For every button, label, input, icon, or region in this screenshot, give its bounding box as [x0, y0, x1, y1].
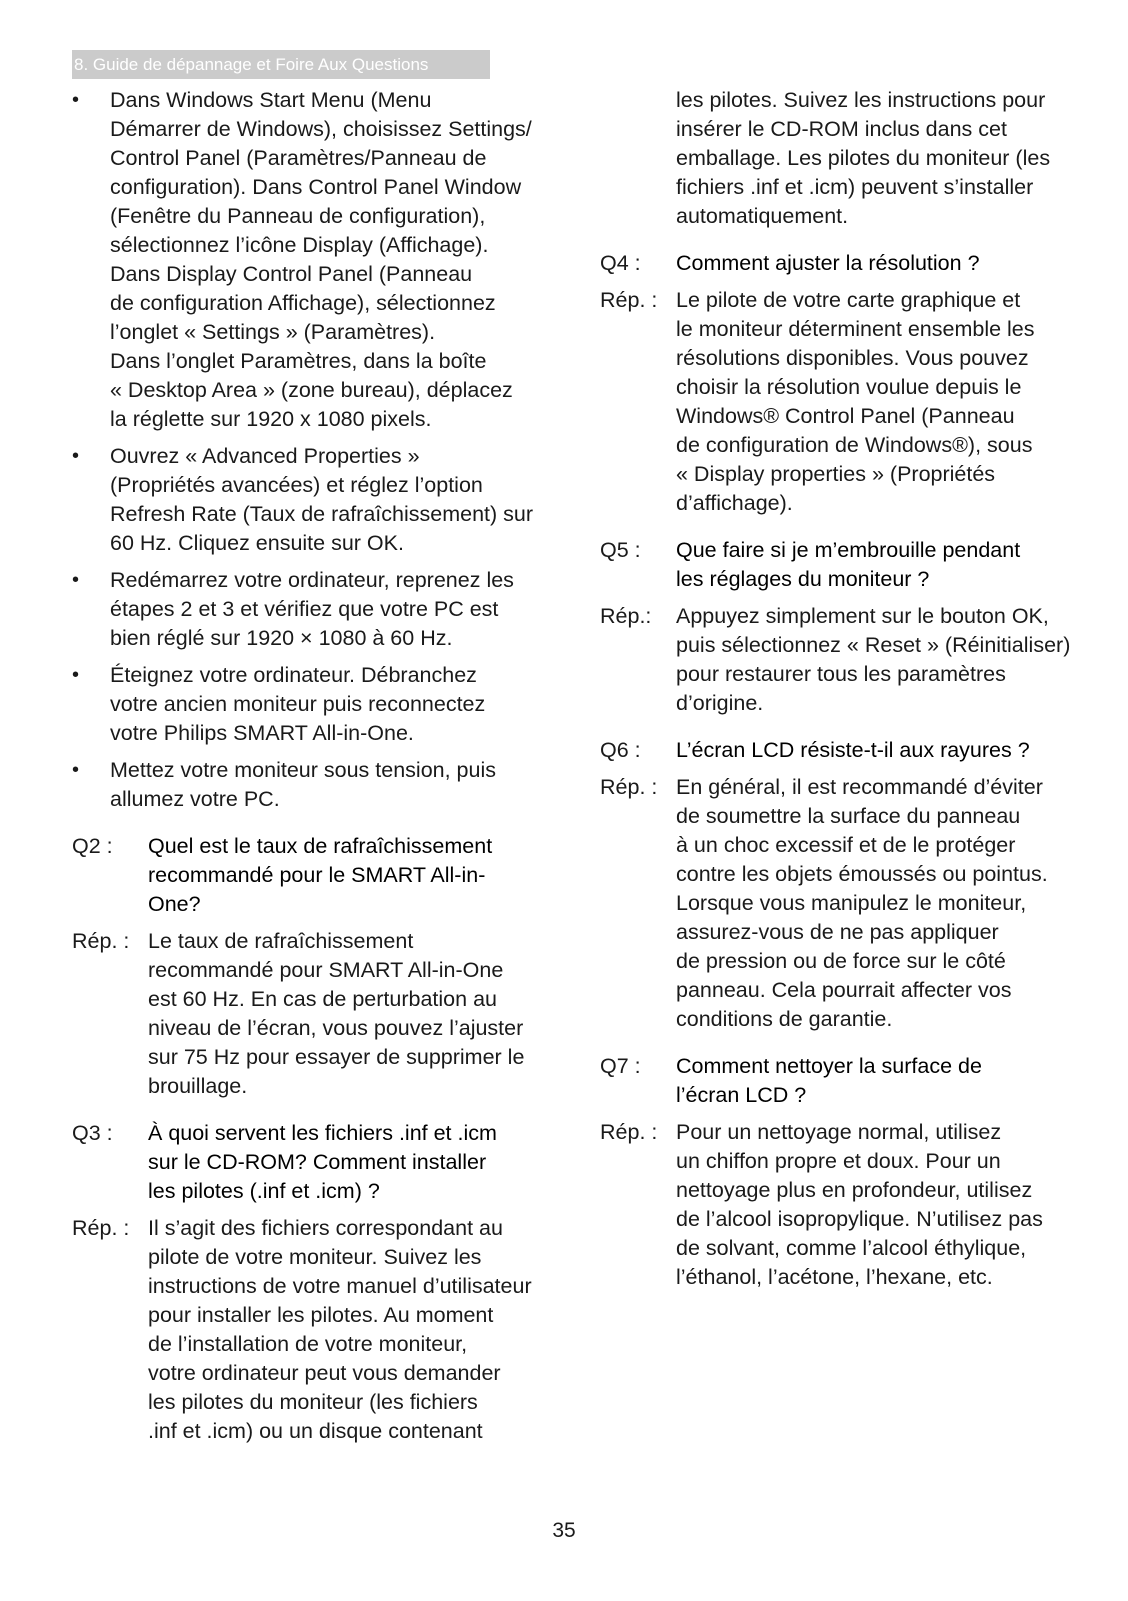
text-line: L’écran LCD résiste-t-il aux rayures ? — [676, 738, 1030, 762]
text-line: Comment nettoyer la surface de — [676, 1054, 982, 1078]
text-line: configuration). Dans Control Panel Window — [110, 175, 522, 199]
question-text — [676, 536, 1070, 594]
answer-label: Rép. : — [600, 775, 658, 799]
bullet-icon: • — [72, 89, 80, 111]
left-column — [72, 86, 542, 1452]
text-line: de l’alcool isopropylique. N’utilisez pas — [676, 1207, 1043, 1231]
question-q2 — [72, 832, 542, 919]
answer-label: Rép. : — [600, 1120, 658, 1144]
text-line: Il s’agit des fichiers correspondant au — [148, 1216, 503, 1240]
text-line: de solvant, comme l’alcool éthylique, — [676, 1236, 1027, 1260]
answer-a3 — [72, 1214, 542, 1446]
question-q5 — [600, 536, 1070, 594]
question-label: Q4 : — [600, 251, 641, 275]
text-line: est 60 Hz. En cas de perturbation au — [148, 987, 497, 1011]
question-label: Q6 : — [600, 738, 641, 762]
text-line: les pilotes (.inf et .icm) ? — [148, 1179, 380, 1203]
text-line: emballage. Les pilotes du moniteur (les — [676, 146, 1051, 170]
text-line: pilote de votre moniteur. Suivez les — [148, 1245, 482, 1269]
answer-text — [676, 1118, 1070, 1292]
text-line: de configuration de Windows®), sous — [676, 433, 1033, 457]
bullet-text — [110, 566, 542, 653]
text-line: pour restaurer tous les paramètres — [676, 662, 1006, 686]
text-line: Lorsque vous manipulez le moniteur, — [676, 891, 1027, 915]
bullet-item — [72, 86, 542, 434]
bullet-item — [72, 661, 542, 748]
text-line: contre les objets émoussés ou pointus. — [676, 862, 1048, 886]
bullet-icon: • — [72, 569, 80, 591]
text-line: d’origine. — [676, 691, 764, 715]
answer-label: Rép.: — [600, 604, 652, 628]
text-line: Pour un nettoyage normal, utilisez — [676, 1120, 1002, 1144]
bullet-icon: • — [72, 445, 80, 467]
text-line: bien réglé sur 1920 × 1080 à 60 Hz. — [110, 626, 453, 650]
text-line: recommandé pour le SMART All-in- — [148, 863, 486, 887]
question-text — [148, 1119, 542, 1206]
text-line: Windows® Control Panel (Panneau — [676, 404, 1015, 428]
text-line: votre Philips SMART All-in-One. — [110, 721, 414, 745]
text-line: allumez votre PC. — [110, 787, 280, 811]
question-label: Q3 : — [72, 1121, 113, 1145]
text-line: choisir la résolution voulue depuis le — [676, 375, 1022, 399]
bullet-icon: • — [72, 664, 80, 686]
text-line: Redémarrez votre ordinateur, reprenez les — [110, 568, 514, 592]
text-line: (Propriétés avancées) et réglez l’option — [110, 473, 483, 497]
text-line: sélectionnez l’icône Display (Affichage). — [110, 233, 489, 257]
text-line: les réglages du moniteur ? — [676, 567, 930, 591]
text-line: un chiffon propre et doux. Pour un — [676, 1149, 1001, 1173]
text-line: fichiers .inf et .icm) peuvent s’installer — [676, 175, 1034, 199]
text-line: brouillage. — [148, 1074, 248, 1098]
text-line: .inf et .icm) ou un disque contenant — [148, 1419, 483, 1443]
text-line: Éteignez votre ordinateur. Débranchez — [110, 663, 477, 687]
text-line: recommandé pour SMART All-in-One — [148, 958, 504, 982]
text-line: de l’installation de votre moniteur, — [148, 1332, 468, 1356]
question-q4 — [600, 249, 1070, 278]
text-line: Appuyez simplement sur le bouton OK, — [676, 604, 1049, 628]
answer-text — [676, 286, 1070, 518]
bullet-icon: • — [72, 759, 80, 781]
question-q7 — [600, 1052, 1070, 1110]
question-q3 — [72, 1119, 542, 1206]
page-number: 35 — [552, 1519, 576, 1542]
answer-label: Rép. : — [72, 929, 130, 953]
answer-a3-continued — [600, 86, 1070, 231]
text-line: assurez-vous de ne pas appliquer — [676, 920, 999, 944]
question-text — [148, 832, 542, 919]
text-line: Ouvrez « Advanced Properties » — [110, 444, 420, 468]
text-line: de soumettre la surface du panneau — [676, 804, 1021, 828]
answer-a7 — [600, 1118, 1070, 1292]
text-line: la réglette sur 1920 x 1080 pixels. — [110, 407, 432, 431]
text-line: le moniteur déterminent ensemble les — [676, 317, 1035, 341]
text-line: étapes 2 et 3 et vérifiez que votre PC est — [110, 597, 499, 621]
text-line: panneau. Cela pourrait affecter vos — [676, 978, 1012, 1002]
answer-a2 — [72, 927, 542, 1101]
question-q6 — [600, 736, 1070, 765]
text-line: niveau de l’écran, vous pouvez l’ajuster — [148, 1016, 524, 1040]
section-header-tab: 8. Guide de dépannage et Foire Aux Questions — [72, 50, 490, 79]
text-line: « Display properties » (Propriétés — [676, 462, 996, 486]
text-line: Control Panel (Paramètres/Panneau de — [110, 146, 487, 170]
answer-a5 — [600, 602, 1070, 718]
question-text — [676, 249, 1070, 278]
text-line: l’onglet « Settings » (Paramètres). — [110, 320, 436, 344]
text-line: instructions de votre manuel d’utilisateur — [148, 1274, 532, 1298]
answer-text — [148, 927, 542, 1101]
answer-label: Rép. : — [72, 1216, 130, 1240]
answer-text — [148, 1214, 542, 1446]
text-line: (Fenêtre du Panneau de configuration), — [110, 204, 486, 228]
question-text — [676, 736, 1070, 765]
text-line: En général, il est recommandé d’éviter — [676, 775, 1043, 799]
text-line: 60 Hz. Cliquez ensuite sur OK. — [110, 531, 404, 555]
text-line: « Desktop Area » (zone bureau), déplacez — [110, 378, 513, 402]
text-line: Que faire si je m’embrouille pendant — [676, 538, 1021, 562]
text-line: sur 75 Hz pour essayer de supprimer le — [148, 1045, 525, 1069]
question-text — [676, 1052, 1070, 1110]
answer-label: Rép. : — [600, 288, 658, 312]
answer-text — [676, 773, 1070, 1034]
text-line: sur le CD-ROM? Comment installer — [148, 1150, 487, 1174]
text-line: d’affichage). — [676, 491, 793, 515]
text-line: Dans Windows Start Menu (Menu — [110, 88, 432, 112]
bullet-item — [72, 442, 542, 558]
text-line: One? — [148, 892, 201, 916]
text-line: de configuration Affichage), sélectionnez — [110, 291, 496, 315]
text-line: Mettez votre moniteur sous tension, puis — [110, 758, 496, 782]
bullet-text — [110, 756, 542, 814]
bullet-item — [72, 756, 542, 814]
text-line: nettoyage plus en profondeur, utilisez — [676, 1178, 1033, 1202]
answer-a6 — [600, 773, 1070, 1034]
text-line: automatiquement. — [676, 204, 849, 228]
text-line: l’écran LCD ? — [676, 1083, 807, 1107]
text-line: les pilotes. Suivez les instructions pour — [676, 88, 1046, 112]
text-line: votre ancien moniteur puis reconnectez — [110, 692, 486, 716]
text-line: de pression ou de force sur le côté — [676, 949, 1006, 973]
bullet-text — [110, 86, 542, 434]
text-line: Refresh Rate (Taux de rafraîchissement) sur — [110, 502, 533, 526]
text-line: insérer le CD-ROM inclus dans cet — [676, 117, 1007, 141]
text-line: puis sélectionnez « Reset » (Réinitialiser) — [676, 633, 1071, 657]
text-line: Démarrer de Windows), choisissez Settings/ — [110, 117, 532, 141]
text-line: conditions de garantie. — [676, 1007, 893, 1031]
question-label: Q7 : — [600, 1054, 641, 1078]
text-line: Dans Display Control Panel (Panneau — [110, 262, 473, 286]
text-line: Quel est le taux de rafraîchissement — [148, 834, 493, 858]
text-line: Comment ajuster la résolution ? — [676, 251, 980, 275]
text-line: Le taux de rafraîchissement — [148, 929, 414, 953]
bullet-text — [110, 442, 542, 558]
text-line: l’éthanol, l’acétone, l’hexane, etc. — [676, 1265, 993, 1289]
answer-a4 — [600, 286, 1070, 518]
answer-text — [676, 602, 1070, 718]
text-line: à un choc excessif et de le protéger — [676, 833, 1016, 857]
right-column — [600, 86, 1070, 1298]
question-label: Q2 : — [72, 834, 113, 858]
text-line: résolutions disponibles. Vous pouvez — [676, 346, 1029, 370]
text-line: votre ordinateur peut vous demander — [148, 1361, 501, 1385]
text-line: les pilotes du moniteur (les fichiers — [148, 1390, 478, 1414]
text-line: Le pilote de votre carte graphique et — [676, 288, 1021, 312]
text-line: pour installer les pilotes. Au moment — [148, 1303, 494, 1327]
question-label: Q5 : — [600, 538, 641, 562]
bullet-text — [110, 661, 542, 748]
text-line: Dans l’onglet Paramètres, dans la boîte — [110, 349, 487, 373]
bullet-item — [72, 566, 542, 653]
text-line: À quoi servent les fichiers .inf et .icm — [148, 1121, 497, 1145]
